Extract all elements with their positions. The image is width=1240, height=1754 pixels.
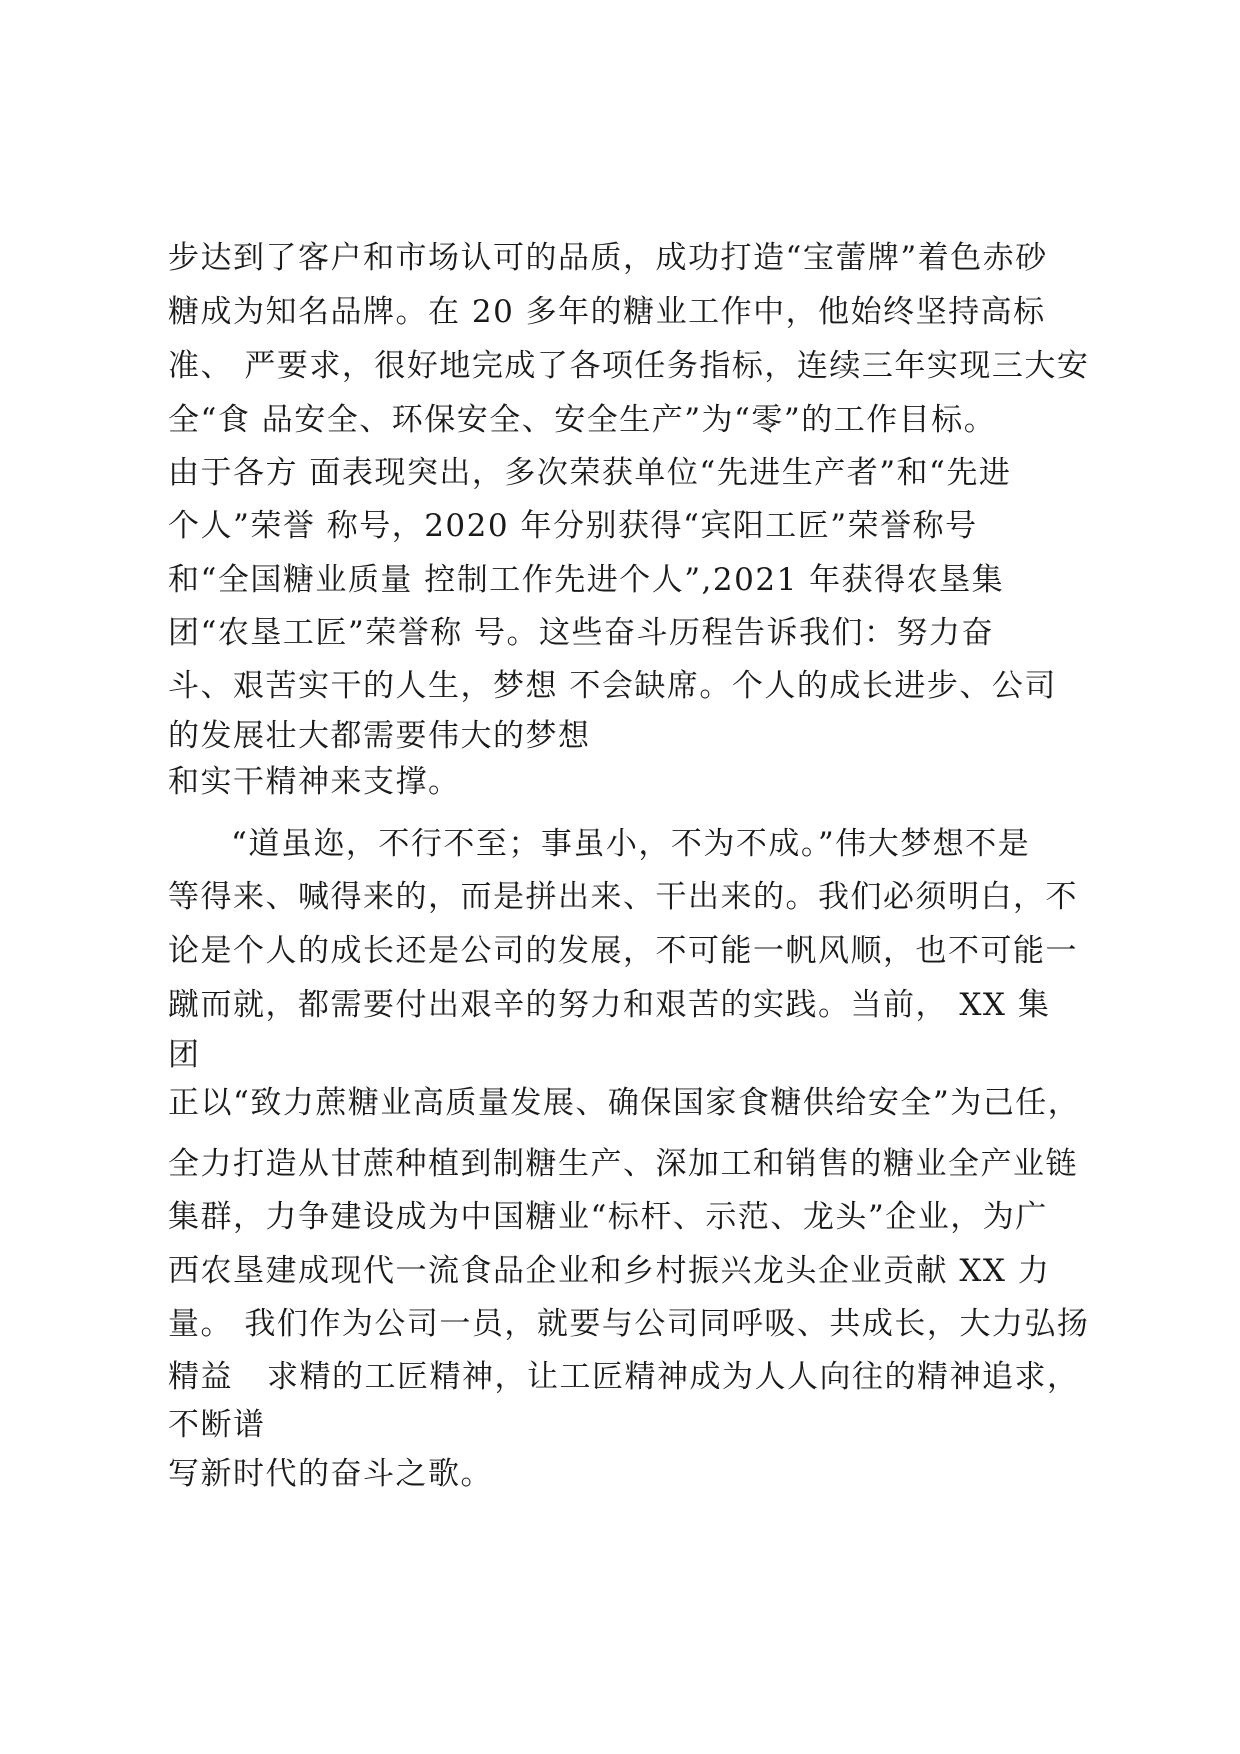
paragraph-1-line-9: 斗、艰苦实干的人生，梦想 不会缺席。个人的成长进步、公司: [168, 668, 1057, 704]
paragraph-2-line-3: 论是个人的成长还是公司的发展，不可能一帆风顺，也不可能一: [168, 933, 1078, 969]
paragraph-2-line-12: 不断谱: [168, 1407, 266, 1443]
paragraph-2-line-6: 正以“致力蔗糖业高质量发展、确保国家食糖供给安全”为己任，: [168, 1085, 1081, 1121]
paragraph-2-line-10: 量。 我们作为公司一员，就要与公司同呼吸、共成长，大力弘扬: [168, 1306, 1090, 1342]
paragraph-2-line-1: “道虽迩，不行不至；事虽小，不为不成。”伟大梦想不是: [231, 826, 1031, 862]
paragraph-1-line-5: 由于各方 面表现突出，多次荣获单位“先进生产者”和“先进: [168, 455, 1012, 491]
paragraph-1-line-2: 糖成为知名品牌。在 20 多年的糖业工作中，他始终坚持高标: [168, 294, 1046, 330]
paragraph-1-line-7: 和“全国糖业质量 控制工作先进个人”,2021 年获得农垦集: [168, 562, 1005, 598]
paragraph-2-line-7: 全力打造从甘蔗种植到制糖生产、深加工和销售的糖业全产业链: [168, 1146, 1078, 1182]
paragraph-2-line-4: 蹴而就，都需要付出艰辛的努力和艰苦的实践。当前， XX 集: [168, 987, 1051, 1023]
paragraph-2-line-5: 团: [168, 1037, 201, 1073]
paragraph-2-line-2: 等得来、喊得来的，而是拼出来、干出来的。我们必须明白，不: [168, 879, 1078, 915]
paragraph-2-line-13: 写新时代的奋斗之歌。: [168, 1456, 493, 1492]
paragraph-1-line-10: 的发展壮大都需要伟大的梦想: [168, 718, 591, 754]
paragraph-1-line-6: 个人”荣誉 称号，2020 年分别获得“宾阳工匠”荣誉称号: [168, 508, 978, 544]
paragraph-1-line-1: 步达到了客户和市场认可的品质，成功打造“宝蕾牌”着色赤砂: [168, 240, 1048, 276]
paragraph-1-line-3: 准、 严要求，很好地完成了各项任务指标，连续三年实现三大安: [168, 348, 1090, 384]
paragraph-1-line-8: 团“农垦工匠”荣誉称 号。这些奋斗历程告诉我们：努力奋: [168, 615, 995, 651]
paragraph-1-line-11: 和实干精神来支撑。: [168, 764, 461, 800]
paragraph-2-line-9: 西农垦建成现代一流食品企业和乡村振兴龙头企业贡献 XX 力: [168, 1253, 1051, 1289]
paragraph-2-line-8: 集群，力争建设成为中国糖业“标杆、示范、龙头”企业，为广: [168, 1199, 1048, 1235]
paragraph-1-line-4: 全“食 品安全、环保安全、安全生产”为“零”的工作目标。: [168, 402, 997, 438]
paragraph-2-line-11: 精益 求精的工匠精神，让工匠精神成为人人向往的精神追求，: [168, 1359, 1080, 1395]
